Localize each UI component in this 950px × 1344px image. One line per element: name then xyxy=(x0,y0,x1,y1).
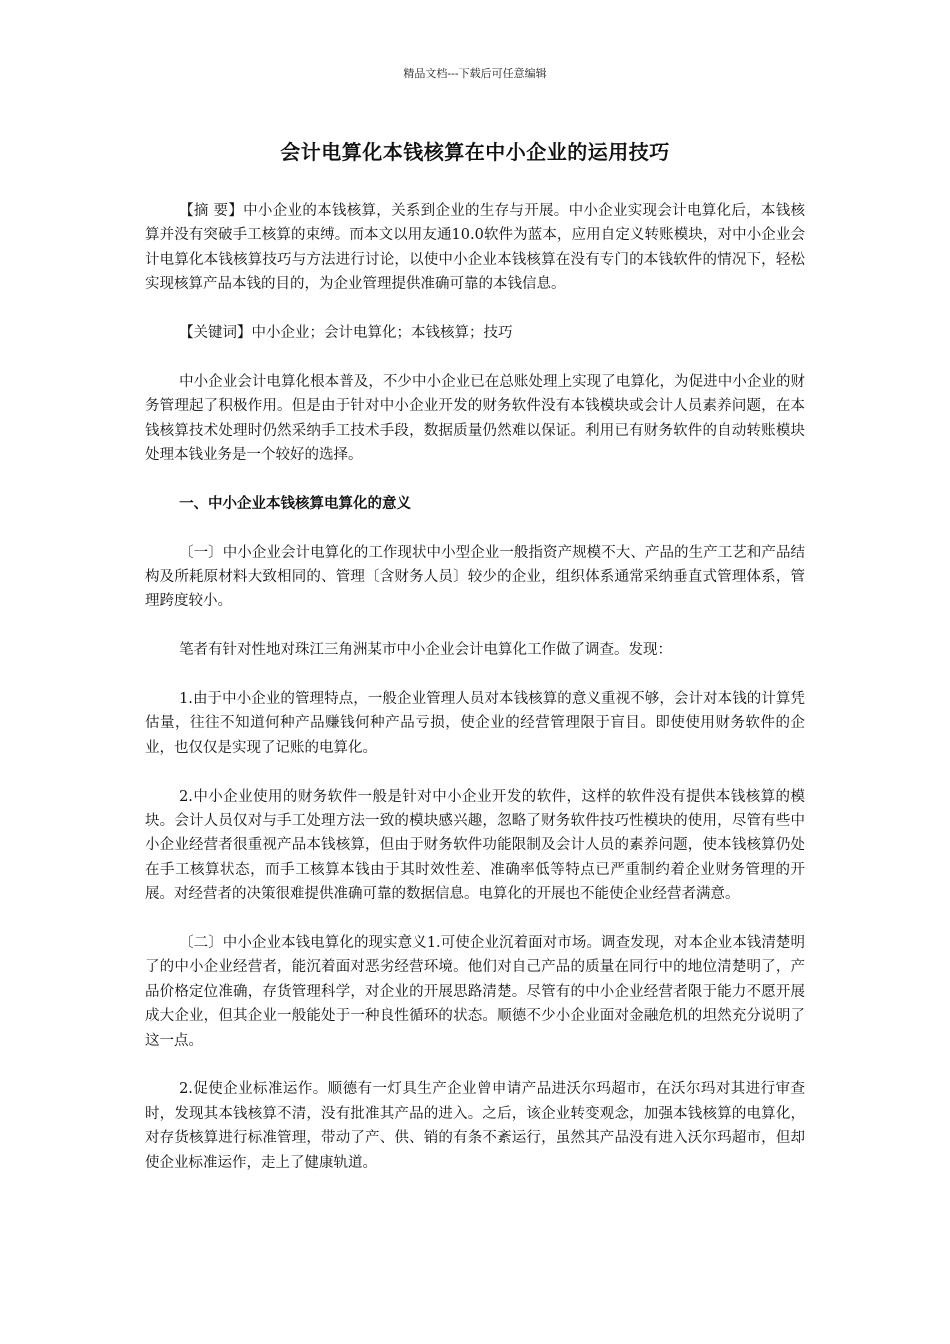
body-paragraph: 2.中小企业使用的财务软件一般是针对中小企业开发的软件，这样的软件没有提供本钱核算的模块。会计人员仅对与手工处理方法一致的模块感兴趣，忽略了财务软件技巧性模块的使用，尽管有些中小企业经营者很重视产品本钱核算，但由于财务软件功能限制及会计人员的素养问题，使本钱核算仍处在手工核算状态，而手工核算本钱由于其时效性差、准确率低等特点已严重制约着企业财务管理的开展。对经营者的决策很难提供准确可靠的数据信息。电算化的开展也不能使企业经营者满意。 xyxy=(145,788,805,903)
section-heading: 一、中小企业本钱核算电算化的意义 xyxy=(179,495,412,512)
page-header: 精品文档---下载后可任意编辑 xyxy=(403,67,547,80)
document-body xyxy=(145,199,805,1200)
body-paragraph: 〔一〕中小企业会计电算化的工作现状中小型企业一般指资产规模不大、产品的生产工艺和产品结构及所耗原材料大致相同的、管理〔含财务人员〕较少的企业，组织体系通常采纳垂直式管理体系，管理跨度较小。 xyxy=(145,544,805,610)
body-paragraph: 2.促使企业标准运作。顺德有一灯具生产企业曾申请产品进沃尔玛超市，在沃尔玛对其进行审查时，发现其本钱核算不清，没有批准其产品的进入。之后，该企业转变观念，加强本钱核算的电算化，对存货核算进行标准管理，带动了产、供、销的有条不紊运行，虽然其产品没有进入沃尔玛超市，但却使企业标准运作，走上了健康轨道。 xyxy=(145,1081,805,1171)
body-paragraph: 〔二〕中小企业本钱电算化的现实意义1.可使企业沉着面对市场。调查发现，对本企业本钱清楚明了的中小企业经营者，能沉着面对恶劣经营环境。他们对自己产品的质量在同行中的地位清楚明了，产品价格定位准确，存货管理科学，对企业的开展思路清楚。尽管有的中小企业经营者限于能力不愿开展成大企业，但其企业一般能处于一种良性循环的状态。顺德不少小企业面对金融危机的坦然充分说明了这一点。 xyxy=(145,935,805,1049)
body-paragraph: 笔者有针对性地对珠江三角洲某市中小企业会计电算化工作做了调查。发现： xyxy=(179,642,673,659)
abstract-paragraph: 【摘 要】中小企业的本钱核算，关系到企业的生存与开展。中小企业实现会计电算化后，本钱核算并没有突破手工核算的束缚。而本文以用友通10.0软件为蓝本，应用自定义转账模块，对中小企业会计电算化本钱核算技巧与方法进行讨论，以使中小企业本钱核算在没有专门的本钱软件的情况下，轻松实现核算产品本钱的目的，为企业管理提供准确可靠的本钱信息。 xyxy=(145,203,805,293)
intro-paragraph: 中小企业会计电算化根本普及，不少中小企业已在总账处理上实现了电算化，为促进中小企业的财务管理起了积极作用。但是由于针对中小企业开发的财务软件没有本钱模块或会计人员素养问题，在本钱核算技术处理时仍然采纳手工技术手段，数据质量仍然难以保证。利用已有财务软件的自动转账模块处理本钱业务是一个较好的选择。 xyxy=(145,373,805,464)
body-paragraph: 1.由于中小企业的管理特点，一般企业管理人员对本钱核算的意义重视不够，会计对本钱的计算凭估量，往往不知道何种产品赚钱何种产品亏损，使企业的经营管理限于盲目。即使使用财务软件的企业，也仅仅是实现了记账的电算化。 xyxy=(145,691,805,756)
keywords-paragraph: 【关键词】中小企业；会计电算化；本钱核算；技巧 xyxy=(179,325,513,342)
document-title: 会计电算化本钱核算在中小企业的运用技巧 xyxy=(280,140,670,164)
